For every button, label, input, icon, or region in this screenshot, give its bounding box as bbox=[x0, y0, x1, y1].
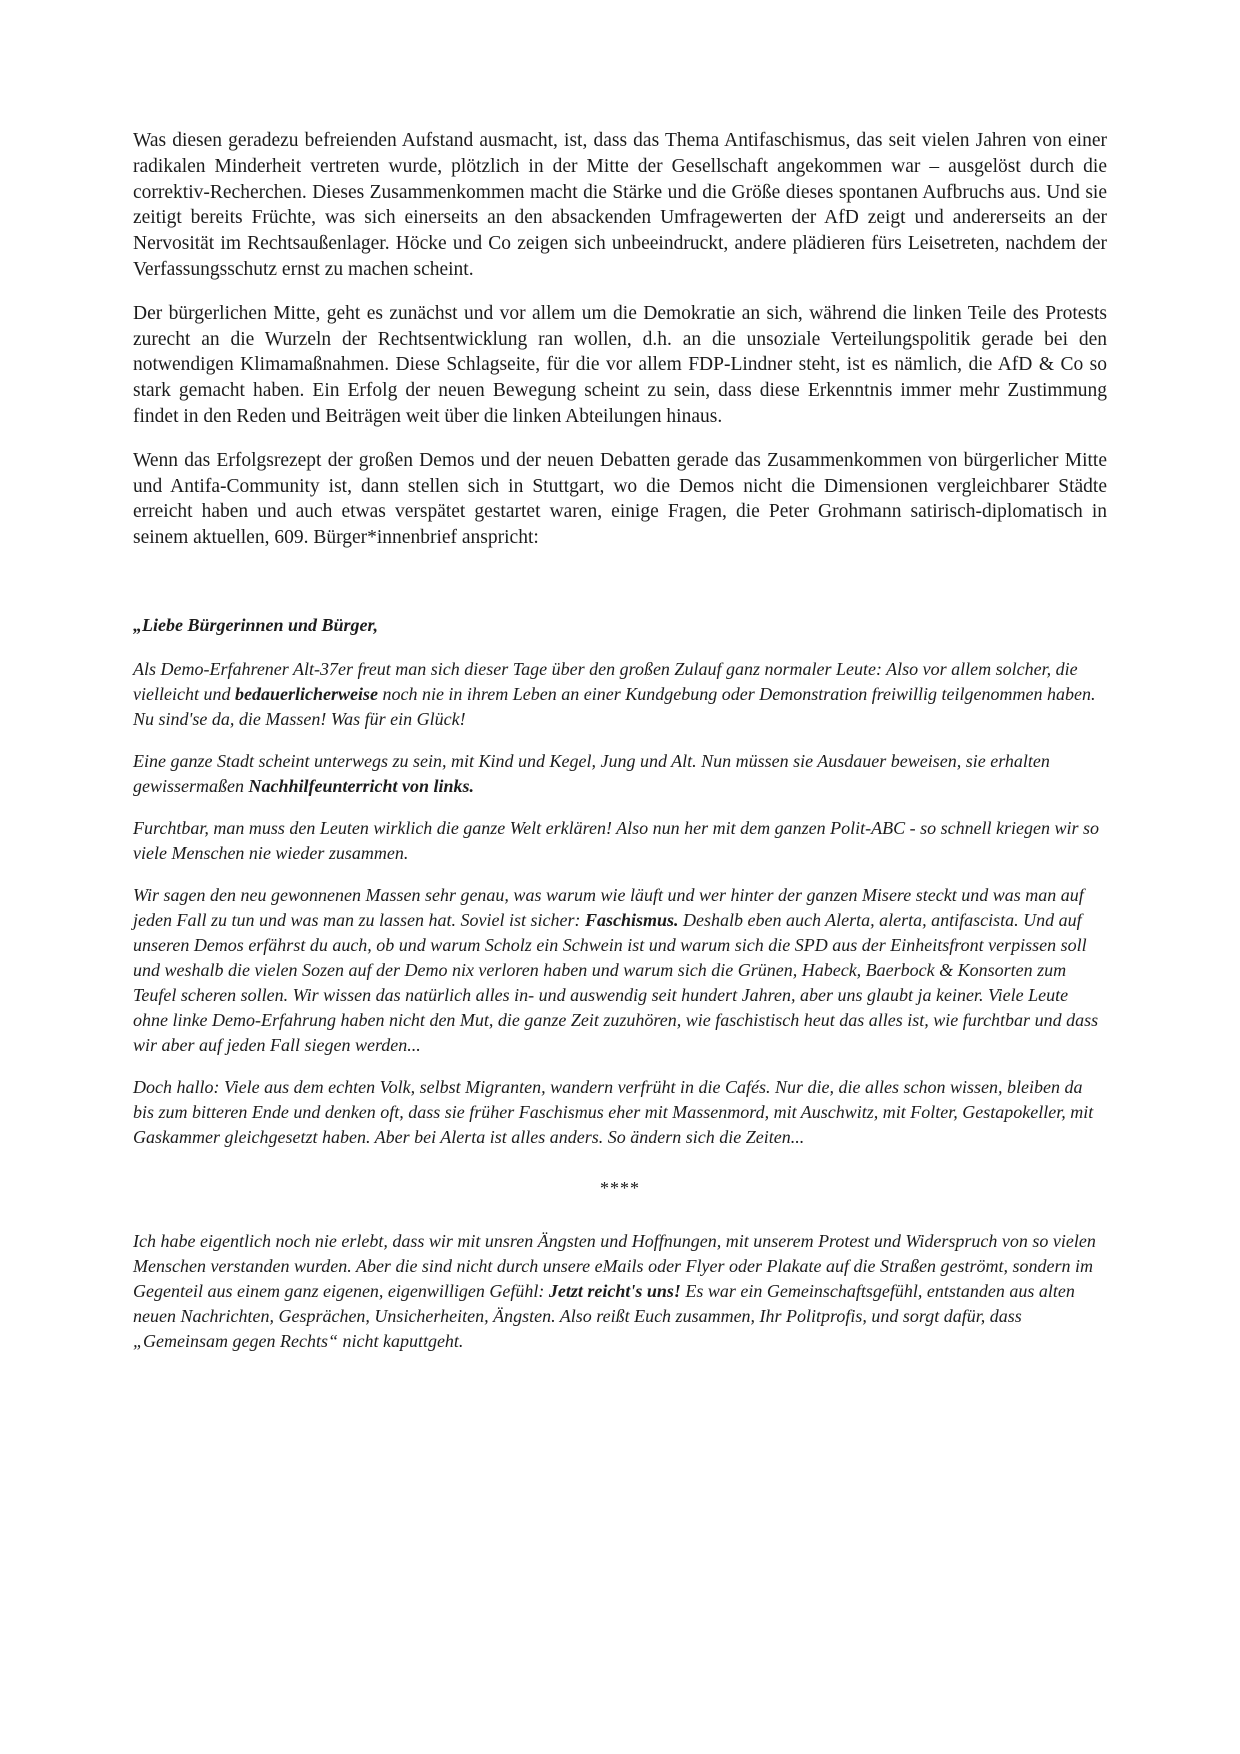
text-run: Wenn das Erfolgsrezept der großen Demos und der neuen Debatten gerade das Zusammenkommen von bürgerlicher Mitte und Antifa-Community ist, dann stellen sich in Stuttgart, wo die Demos nicht die Dimensionen vergleichbarer Städte erreicht haben und auch etwas verspätet gestartet waren, einige Fragen, die Peter Grohmann satirisch-diplomatisch in seinem aktuellen, 609. Bürger*innenbrief anspricht: bbox=[133, 449, 1107, 549]
emphasized-text-run: Nachhilfeunterricht von links. bbox=[248, 775, 475, 796]
text-run: Eine ganze Stadt scheint unterwegs zu sein, mit Kind und Kegel, Jung und Alt. Nun müssen sie Ausdauer beweisen, sie erhalten gewissermaßen bbox=[133, 750, 1050, 796]
letter-paragraph-5 bbox=[133, 1075, 1107, 1150]
letter-paragraph-1 bbox=[133, 657, 1107, 732]
letter-section bbox=[133, 613, 1107, 1354]
text-run: noch nie in ihrem Leben an einer Kundgebung oder Demonstration freiwillig teilgenommen haben. Nu sind'se da, die Massen! Was für ein Glück! bbox=[133, 683, 1096, 729]
letter-paragraph-3 bbox=[133, 816, 1107, 866]
emphasized-text-run: Faschismus. bbox=[584, 909, 679, 930]
emphasized-text-run: „Liebe Bürgerinnen und Bürger, bbox=[133, 614, 379, 635]
letter-paragraph-4 bbox=[133, 883, 1107, 1058]
asterisk-separator: **** bbox=[600, 1177, 640, 1198]
letter-paragraph-2 bbox=[133, 749, 1107, 799]
text-run: Der bürgerlichen Mitte, geht es zunächst und vor allem um die Demokratie an sich, während die linken Teile des Protests zurecht an die Wurzeln der Rechtsentwicklung ran wollen, d.h. an die unsoziale Verteilungspolitik gerade bei den notwendigen Klimamaßnahmen. Diese Schlagseite, für die vor allem FDP-Lindner steht, ist es nämlich, die AfD & Co so stark gemacht haben. Ein Erfolg der neuen Bewegung scheint zu sein, dass diese Erkenntnis immer mehr Zustimmung findet in den Reden und Beiträgen weit über die linken Abteilungen hinaus. bbox=[133, 302, 1107, 427]
text-run: Deshalb eben auch Alerta, alerta, antifascista. Und auf unseren Demos erfährst du auch, ob und warum Scholz ein Schwein ist und warum sich die SPD aus der Einheitsfront verpissen soll und weshalb die vielen Sozen auf der Demo nix verloren haben und warum sich die Grünen, Habeck, Baerbock & Konsorten zum Teufel scheren sollen. Wir wissen das natürlich alles in- und auswendig seit hundert Jahren, aber uns glaubt ja keiner. Viele Leute ohne linke Demo-Erfahrung haben nicht den Mut, die ganze Zeit zuzuhören, wie faschistisch heut das alles ist, wie furchtbar und dass wir aber auf jeden Fall siegen werden... bbox=[133, 909, 1099, 1055]
letter-closing-paragraph bbox=[133, 1229, 1107, 1354]
intro-paragraph-2 bbox=[133, 301, 1107, 430]
text-run: Als Demo-Erfahrener Alt-37er freut man sich dieser Tage über den großen Zulauf ganz normaler Leute: Also vor allem solcher, die vielleicht und bbox=[133, 658, 1078, 704]
text-run: Doch hallo: Viele aus dem echten Volk, selbst Migranten, wandern verfrüht in die Cafés. Nur die, die alles schon wissen, bleiben da bis zum bitteren Ende und denken oft, dass sie früher Faschismus eher mit Massenmord, mit Auschwitz, mit Folter, Gestapokeller, mit Gaskammer gleichgesetzt haben. Aber bei Alerta ist alles anders. So ändern sich die Zeiten... bbox=[133, 1076, 1094, 1147]
text-run: Furchtbar, man muss den Leuten wirklich die ganze Welt erklären! Also nun her mit dem ganzen Polit-ABC - so schnell kriegen wir so viele Menschen nie wieder zusammen. bbox=[133, 817, 1100, 863]
text-run: Was diesen geradezu befreienden Aufstand ausmacht, ist, dass das Thema Antifaschismus, das seit vielen Jahren von einer radikalen Minderheit vertreten wurde, plötzlich in der Mitte der Gesellschaft angekommen war – ausgelöst durch die correktiv-Recherchen. Dieses Zusammenkommen macht die Stärke und die Größe dieses spontanen Aufbruchs aus. Und sie zeitigt bereits Früchte, was sich einerseits an den absackenden Umfragewerten der AfD zeigt und andererseits an der Nervosität im Rechtsaußenlager. Höcke und Co zeigen sich unbeeindruckt, andere plädieren fürs Leisetreten, nachdem der Verfassungsschutz ernst zu machen scheint. bbox=[133, 130, 1107, 280]
text-run: Ich habe eigentlich noch nie erlebt, dass wir mit unsren Ängsten und Hoffnungen, mit unserem Protest und Widerspruch von so vielen Menschen verstanden wurden. Aber die sind nicht durch unsere eMails oder Flyer oder Plakate auf die Straßen geströmt, sondern im Gegenteil aus einem ganz eigenen, eigenwilligen Gefühl: bbox=[133, 1230, 1096, 1301]
letter-salutation bbox=[133, 613, 1107, 638]
intro-paragraph-1 bbox=[133, 128, 1107, 283]
text-run: Es war ein Gemeinschaftsgefühl, entstanden aus alten neuen Nachrichten, Gesprächen, Unsicherheiten, Ängsten. Also reißt Euch zusammen, Ihr Politprofis, und sorgt dafür, dass „Gemeinsam gegen Rechts“ nicht kaputtgeht. bbox=[133, 1280, 1075, 1351]
text-run: Wir sagen den neu gewonnenen Massen sehr genau, was warum wie läuft und wer hinter der ganzen Misere steckt und was man auf jeden Fall zu tun und was man zu lassen hat. Soviel ist sicher: bbox=[133, 884, 1084, 930]
emphasized-text-run: bedauerlicherweise bbox=[234, 683, 378, 704]
emphasized-text-run: Jetzt reicht's uns! bbox=[548, 1280, 681, 1301]
intro-paragraph-3 bbox=[133, 448, 1107, 551]
